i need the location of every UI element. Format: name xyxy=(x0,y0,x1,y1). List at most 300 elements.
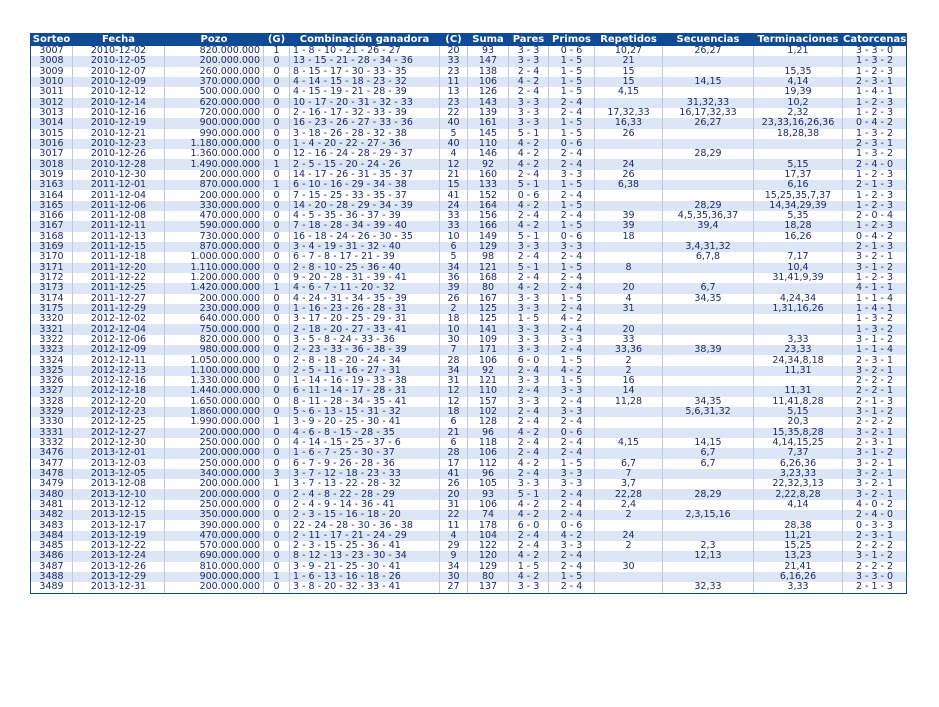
g-cell: 0 xyxy=(264,149,290,159)
table-row[interactable] xyxy=(31,397,907,407)
terminaciones-cell: 3,23,33 xyxy=(754,469,843,479)
fecha-cell: 2011-12-27 xyxy=(73,294,165,304)
suma-cell: 133 xyxy=(468,180,509,190)
table-row[interactable] xyxy=(31,448,907,458)
secuencias-cell: 34,35 xyxy=(663,294,754,304)
g-cell: 1 xyxy=(264,417,290,427)
pares-cell: 6 - 0 xyxy=(509,355,549,365)
repetidos-cell: 6,38 xyxy=(595,180,663,190)
terminaciones-cell: 23,33,16,26,36 xyxy=(754,118,843,128)
table-row[interactable] xyxy=(31,46,907,57)
catorcenas-cell: 3 - 2 - 1 xyxy=(843,489,907,499)
pares-cell: 4 - 2 xyxy=(509,500,549,510)
table-row[interactable] xyxy=(31,273,907,283)
suma-cell: 121 xyxy=(468,376,509,386)
catorcenas-cell: 1 - 2 - 3 xyxy=(843,170,907,180)
repetidos-cell: 2 xyxy=(595,510,663,520)
table-row[interactable] xyxy=(31,108,907,118)
primos-cell: 2 - 4 xyxy=(549,324,595,334)
catorcenas-cell: 2 - 2 - 1 xyxy=(843,386,907,396)
primos-cell: 2 - 4 xyxy=(549,190,595,200)
suma-cell: 178 xyxy=(468,520,509,530)
pares-cell: 3 - 3 xyxy=(509,345,549,355)
combinacion-cell: 3 - 8 - 20 - 32 - 33 - 41 xyxy=(290,582,440,593)
pozo-cell: 250.000.000 xyxy=(165,500,264,510)
header-fecha[interactable]: Fecha xyxy=(73,34,165,46)
table-row[interactable] xyxy=(31,304,907,314)
secuencias-cell: 28,29 xyxy=(663,149,754,159)
pares-cell: 4 - 2 xyxy=(509,201,549,211)
sorteo-cell: 3011 xyxy=(31,87,73,97)
table-row[interactable] xyxy=(31,232,907,242)
combinacion-cell: 1 - 16 - 23 - 26 - 28 - 31 xyxy=(290,304,440,314)
fecha-cell: 2013-12-31 xyxy=(73,582,165,593)
fecha-cell: 2012-12-11 xyxy=(73,355,165,365)
primos-cell: 2 - 4 xyxy=(549,98,595,108)
pares-cell: 4 - 2 xyxy=(509,149,549,159)
table-row[interactable] xyxy=(31,366,907,376)
secuencias-cell: 31,32,33 xyxy=(663,98,754,108)
table-row[interactable] xyxy=(31,180,907,190)
combinacion-cell: 3 - 7 - 12 - 18 - 23 - 33 xyxy=(290,469,440,479)
suma-cell: 137 xyxy=(468,582,509,593)
header-pozo[interactable]: Pozo xyxy=(165,34,264,46)
fecha-cell: 2012-12-06 xyxy=(73,335,165,345)
repetidos-cell: 3,7 xyxy=(595,479,663,489)
terminaciones-cell: 14,34,29,39 xyxy=(754,201,843,211)
secuencias-cell xyxy=(663,531,754,541)
table-row[interactable] xyxy=(31,479,907,489)
table-row[interactable] xyxy=(31,294,907,304)
combinacion-cell: 2 - 5 - 15 - 20 - 24 - 26 xyxy=(290,159,440,169)
secuencias-cell xyxy=(663,417,754,427)
pozo-cell: 1.180.000.000 xyxy=(165,139,264,149)
pozo-cell: 590.000.000 xyxy=(165,221,264,231)
table-row[interactable] xyxy=(31,345,907,355)
table-row[interactable] xyxy=(31,335,907,345)
table-row[interactable] xyxy=(31,531,907,541)
pares-cell: 4 - 2 xyxy=(509,510,549,520)
secuencias-cell: 39,4 xyxy=(663,221,754,231)
pozo-cell: 720.000.000 xyxy=(165,108,264,118)
c-cell: 12 xyxy=(440,159,468,169)
table-row[interactable] xyxy=(31,438,907,448)
header-secuencias[interactable]: Secuencias xyxy=(663,34,754,46)
catorcenas-cell: 2 - 3 - 1 xyxy=(843,531,907,541)
table-row[interactable] xyxy=(31,190,907,200)
primos-cell: 3 - 3 xyxy=(549,541,595,551)
c-cell: 33 xyxy=(440,211,468,221)
combinacion-cell: 14 - 20 - 28 - 29 - 34 - 39 xyxy=(290,201,440,211)
table-row[interactable] xyxy=(31,118,907,128)
suma-cell: 129 xyxy=(468,562,509,572)
repetidos-cell xyxy=(595,407,663,417)
c-cell: 4 xyxy=(440,531,468,541)
table-row[interactable] xyxy=(31,283,907,293)
sorteo-cell: 3479 xyxy=(31,479,73,489)
sorteo-cell: 3322 xyxy=(31,335,73,345)
repetidos-cell: 10,27 xyxy=(595,46,663,57)
combinacion-cell: 4 - 14 - 15 - 18 - 23 - 32 xyxy=(290,77,440,87)
g-cell: 1 xyxy=(264,283,290,293)
sorteo-cell: 3326 xyxy=(31,376,73,386)
g-cell: 0 xyxy=(264,355,290,365)
secuencias-cell: 6,7 xyxy=(663,448,754,458)
header-terminaciones[interactable]: Terminaciones xyxy=(754,34,843,46)
primos-cell: 2 - 4 xyxy=(549,562,595,572)
repetidos-cell: 2 xyxy=(595,355,663,365)
table-row[interactable] xyxy=(31,263,907,273)
header-catorcenas[interactable]: Catorcenas xyxy=(843,34,907,45)
secuencias-cell xyxy=(663,428,754,438)
repetidos-cell: 14 xyxy=(595,386,663,396)
combinacion-cell: 8 - 15 - 17 - 30 - 33 - 35 xyxy=(290,67,440,77)
table-row[interactable] xyxy=(31,541,907,551)
catorcenas-cell: 1 - 2 - 3 xyxy=(843,201,907,211)
pares-cell: 5 - 1 xyxy=(509,489,549,499)
table-row[interactable] xyxy=(31,417,907,427)
c-cell: 28 xyxy=(440,448,468,458)
terminaciones-cell: 4,24,34 xyxy=(754,294,843,304)
secuencias-cell xyxy=(663,190,754,200)
terminaciones-cell: 6,26,36 xyxy=(754,459,843,469)
table-row[interactable] xyxy=(31,582,907,593)
secuencias-cell xyxy=(663,366,754,376)
pozo-cell: 200.000.000 xyxy=(165,56,264,66)
terminaciones-cell: 15,25,35,7,37 xyxy=(754,190,843,200)
header-g[interactable]: (G) xyxy=(264,34,290,46)
fecha-cell: 2010-12-05 xyxy=(73,56,165,66)
sorteo-cell: 3332 xyxy=(31,438,73,448)
catorcenas-cell: 1 - 4 - 1 xyxy=(843,87,907,97)
table-row[interactable] xyxy=(31,149,907,159)
primos-cell: 1 - 5 xyxy=(549,56,595,66)
table-row[interactable] xyxy=(31,87,907,97)
pozo-cell: 820.000.000 xyxy=(165,335,264,345)
fecha-cell: 2011-12-25 xyxy=(73,283,165,293)
primos-cell: 1 - 5 xyxy=(549,77,595,87)
table-row[interactable] xyxy=(31,376,907,386)
c-cell: 20 xyxy=(440,46,468,57)
sorteo-cell: 3175 xyxy=(31,304,73,314)
c-cell: 29 xyxy=(440,541,468,551)
c-cell: 15 xyxy=(440,180,468,190)
pares-cell: 3 - 3 xyxy=(509,335,549,345)
suma-cell: 106 xyxy=(468,77,509,87)
primos-cell: 2 - 4 xyxy=(549,582,595,593)
terminaciones-cell: 20,3 xyxy=(754,417,843,427)
fecha-cell: 2013-12-12 xyxy=(73,500,165,510)
catorcenas-cell: 3 - 3 - 0 xyxy=(843,572,907,582)
table-row[interactable] xyxy=(31,355,907,365)
secuencias-cell: 3,4,31,32 xyxy=(663,242,754,252)
repetidos-cell: 17,32,33 xyxy=(595,108,663,118)
suma-cell: 128 xyxy=(468,417,509,427)
catorcenas-cell: 4 - 0 - 2 xyxy=(843,500,907,510)
table-row[interactable] xyxy=(31,67,907,77)
terminaciones-cell: 11,21 xyxy=(754,531,843,541)
sorteo-cell: 3478 xyxy=(31,469,73,479)
table-row[interactable] xyxy=(31,562,907,572)
primos-cell: 2 - 4 xyxy=(549,273,595,283)
catorcenas-cell: 1 - 2 - 3 xyxy=(843,273,907,283)
c-cell: 22 xyxy=(440,510,468,520)
pozo-cell: 330.000.000 xyxy=(165,201,264,211)
primos-cell: 2 - 4 xyxy=(549,551,595,561)
sorteo-cell: 3171 xyxy=(31,263,73,273)
fecha-cell: 2011-12-15 xyxy=(73,242,165,252)
c-cell: 10 xyxy=(440,324,468,334)
pozo-cell: 620.000.000 xyxy=(165,98,264,108)
table-row[interactable] xyxy=(31,386,907,396)
suma-cell: 152 xyxy=(468,190,509,200)
repetidos-cell xyxy=(595,520,663,530)
table-row[interactable] xyxy=(31,56,907,66)
terminaciones-cell xyxy=(754,376,843,386)
repetidos-cell: 15 xyxy=(595,77,663,87)
fecha-cell: 2011-12-18 xyxy=(73,252,165,262)
repetidos-cell: 33 xyxy=(595,335,663,345)
c-cell: 7 xyxy=(440,345,468,355)
suma-cell: 106 xyxy=(468,448,509,458)
table-row[interactable] xyxy=(31,572,907,582)
table-row[interactable] xyxy=(31,211,907,221)
suma-cell: 110 xyxy=(468,139,509,149)
table-row[interactable] xyxy=(31,159,907,169)
repetidos-cell: 26 xyxy=(595,170,663,180)
fecha-cell: 2013-12-17 xyxy=(73,520,165,530)
terminaciones-cell: 11,41,8,28 xyxy=(754,397,843,407)
terminaciones-cell: 15,25 xyxy=(754,541,843,551)
header-repetidos[interactable]: Repetidos xyxy=(595,34,663,46)
pozo-cell: 900.000.000 xyxy=(165,118,264,128)
header-combinacion[interactable]: Combinación ganadora xyxy=(290,34,440,46)
suma-cell: 160 xyxy=(468,170,509,180)
sorteo-cell: 3168 xyxy=(31,232,73,242)
table-row[interactable] xyxy=(31,201,907,211)
primos-cell: 1 - 5 xyxy=(549,355,595,365)
terminaciones-cell: 31,41,9,39 xyxy=(754,273,843,283)
suma-cell: 109 xyxy=(468,335,509,345)
suma-cell: 104 xyxy=(468,531,509,541)
header-suma[interactable]: Suma xyxy=(468,34,509,46)
combinacion-cell: 6 - 10 - 16 - 29 - 34 - 38 xyxy=(290,180,440,190)
primos-cell: 1 - 5 xyxy=(549,118,595,128)
table-row[interactable] xyxy=(31,459,907,469)
table-row[interactable] xyxy=(31,407,907,417)
pozo-cell: 810.000.000 xyxy=(165,562,264,572)
table-row[interactable] xyxy=(31,170,907,180)
pozo-cell: 390.000.000 xyxy=(165,520,264,530)
catorcenas-cell: 3 - 2 - 1 xyxy=(843,459,907,469)
table-row[interactable] xyxy=(31,510,907,520)
repetidos-cell: 4,15 xyxy=(595,438,663,448)
secuencias-cell xyxy=(663,314,754,324)
g-cell: 1 xyxy=(264,46,290,57)
primos-cell: 0 - 6 xyxy=(549,232,595,242)
combinacion-cell: 8 - 12 - 13 - 23 - 30 - 34 xyxy=(290,551,440,561)
g-cell: 0 xyxy=(264,531,290,541)
catorcenas-cell: 2 - 2 - 2 xyxy=(843,417,907,427)
suma-cell: 93 xyxy=(468,46,509,57)
combinacion-cell: 1 - 14 - 16 - 19 - 33 - 38 xyxy=(290,376,440,386)
pares-cell: 2 - 4 xyxy=(509,407,549,417)
table-row[interactable] xyxy=(31,314,907,324)
c-cell: 34 xyxy=(440,562,468,572)
catorcenas-cell: 2 - 2 - 2 xyxy=(843,541,907,551)
table-row[interactable] xyxy=(31,139,907,149)
secuencias-cell: 12,13 xyxy=(663,551,754,561)
catorcenas-cell: 2 - 2 - 2 xyxy=(843,562,907,572)
table-row[interactable] xyxy=(31,77,907,87)
sorteo-cell: 3009 xyxy=(31,67,73,77)
pozo-cell: 200.000.000 xyxy=(165,294,264,304)
catorcenas-cell: 2 - 1 - 3 xyxy=(843,180,907,190)
sorteo-cell: 3017 xyxy=(31,149,73,159)
c-cell: 41 xyxy=(440,190,468,200)
pares-cell: 2 - 4 xyxy=(509,87,549,97)
secuencias-cell: 38,39 xyxy=(663,345,754,355)
c-cell: 18 xyxy=(440,314,468,324)
c-cell: 5 xyxy=(440,129,468,139)
fecha-cell: 2010-12-12 xyxy=(73,87,165,97)
sorteo-cell: 3012 xyxy=(31,98,73,108)
suma-cell: 98 xyxy=(468,252,509,262)
secuencias-cell xyxy=(663,479,754,489)
sorteo-cell: 3008 xyxy=(31,56,73,66)
c-cell: 31 xyxy=(440,500,468,510)
g-cell: 0 xyxy=(264,500,290,510)
repetidos-cell: 21 xyxy=(595,56,663,66)
secuencias-cell: 34,35 xyxy=(663,397,754,407)
combinacion-cell: 22 - 24 - 28 - 30 - 36 - 38 xyxy=(290,520,440,530)
pozo-cell: 900.000.000 xyxy=(165,572,264,582)
pozo-cell: 370.000.000 xyxy=(165,77,264,87)
pozo-cell: 1.440.000.000 xyxy=(165,386,264,396)
primos-cell: 3 - 3 xyxy=(549,170,595,180)
catorcenas-cell: 2 - 4 - 0 xyxy=(843,510,907,520)
terminaciones-cell: 28,38 xyxy=(754,520,843,530)
g-cell: 1 xyxy=(264,180,290,190)
pozo-cell: 200.000.000 xyxy=(165,448,264,458)
suma-cell: 143 xyxy=(468,98,509,108)
g-cell: 0 xyxy=(264,273,290,283)
g-cell: 0 xyxy=(264,170,290,180)
primos-cell: 1 - 5 xyxy=(549,67,595,77)
repetidos-cell xyxy=(595,242,663,252)
c-cell: 28 xyxy=(440,355,468,365)
repetidos-cell: 11,28 xyxy=(595,397,663,407)
table-row[interactable] xyxy=(31,500,907,510)
pares-cell: 4 - 2 xyxy=(509,283,549,293)
pozo-cell: 870.000.000 xyxy=(165,242,264,252)
suma-cell: 129 xyxy=(468,242,509,252)
repetidos-cell xyxy=(595,428,663,438)
catorcenas-cell: 2 - 3 - 1 xyxy=(843,355,907,365)
pares-cell: 3 - 3 xyxy=(509,324,549,334)
suma-cell: 118 xyxy=(468,438,509,448)
table-row[interactable] xyxy=(31,428,907,438)
g-cell: 0 xyxy=(264,129,290,139)
table-row[interactable] xyxy=(31,221,907,231)
g-cell: 0 xyxy=(264,438,290,448)
pares-cell: 4 - 2 xyxy=(509,77,549,87)
g-cell: 0 xyxy=(264,211,290,221)
repetidos-cell: 33,36 xyxy=(595,345,663,355)
table-row[interactable] xyxy=(31,469,907,479)
repetidos-cell: 24 xyxy=(595,159,663,169)
table-row[interactable] xyxy=(31,252,907,262)
pares-cell: 4 - 2 xyxy=(509,428,549,438)
table-row[interactable] xyxy=(31,551,907,561)
table-row[interactable] xyxy=(31,242,907,252)
primos-cell: 1 - 5 xyxy=(549,294,595,304)
fecha-cell: 2011-12-06 xyxy=(73,201,165,211)
sorteo-cell: 3330 xyxy=(31,417,73,427)
suma-cell: 110 xyxy=(468,386,509,396)
c-cell: 22 xyxy=(440,108,468,118)
table-row[interactable] xyxy=(31,520,907,530)
header-c[interactable]: (C) xyxy=(440,34,468,46)
g-cell: 0 xyxy=(264,98,290,108)
table-row[interactable] xyxy=(31,98,907,108)
primos-cell: 2 - 4 xyxy=(549,211,595,221)
combinacion-cell: 5 - 6 - 13 - 15 - 31 - 32 xyxy=(290,407,440,417)
suma-cell: 157 xyxy=(468,397,509,407)
secuencias-cell xyxy=(663,335,754,345)
header-sorteo[interactable]: Sorteo xyxy=(31,34,73,46)
repetidos-cell: 7 xyxy=(595,469,663,479)
catorcenas-cell: 1 - 3 - 2 xyxy=(843,324,907,334)
fecha-cell: 2012-12-25 xyxy=(73,417,165,427)
table-row[interactable] xyxy=(31,489,907,499)
header-primos[interactable]: Primos xyxy=(549,34,595,46)
secuencias-cell: 6,7,8 xyxy=(663,252,754,262)
pares-cell: 3 - 3 xyxy=(509,118,549,128)
catorcenas-cell: 0 - 3 - 3 xyxy=(843,520,907,530)
terminaciones-cell: 23,33 xyxy=(754,345,843,355)
table-row[interactable] xyxy=(31,129,907,139)
pozo-cell: 980.000.000 xyxy=(165,345,264,355)
suma-cell: 106 xyxy=(468,355,509,365)
fecha-cell: 2010-12-23 xyxy=(73,139,165,149)
fecha-cell: 2011-12-13 xyxy=(73,232,165,242)
sorteo-cell: 3016 xyxy=(31,139,73,149)
pozo-cell: 1.110.000.000 xyxy=(165,263,264,273)
c-cell: 6 xyxy=(440,438,468,448)
primos-cell: 1 - 5 xyxy=(549,201,595,211)
c-cell: 30 xyxy=(440,335,468,345)
pares-cell: 5 - 1 xyxy=(509,180,549,190)
repetidos-cell: 2 xyxy=(595,541,663,551)
suma-cell: 74 xyxy=(468,510,509,520)
combinacion-cell: 6 - 11 - 14 - 17 - 28 - 31 xyxy=(290,386,440,396)
sorteo-cell: 3328 xyxy=(31,397,73,407)
c-cell: 39 xyxy=(440,283,468,293)
pozo-cell: 870.000.000 xyxy=(165,180,264,190)
table-row[interactable] xyxy=(31,324,907,334)
terminaciones-cell: 4,14 xyxy=(754,500,843,510)
c-cell: 4 xyxy=(440,149,468,159)
suma-cell: 96 xyxy=(468,428,509,438)
terminaciones-cell: 18,28 xyxy=(754,221,843,231)
catorcenas-cell: 3 - 2 - 1 xyxy=(843,479,907,489)
header-pares[interactable]: Pares xyxy=(509,34,549,46)
pares-cell: 3 - 3 xyxy=(509,294,549,304)
sorteo-cell: 3323 xyxy=(31,345,73,355)
g-cell: 0 xyxy=(264,56,290,66)
combinacion-cell: 4 - 6 - 8 - 15 - 28 - 35 xyxy=(290,428,440,438)
